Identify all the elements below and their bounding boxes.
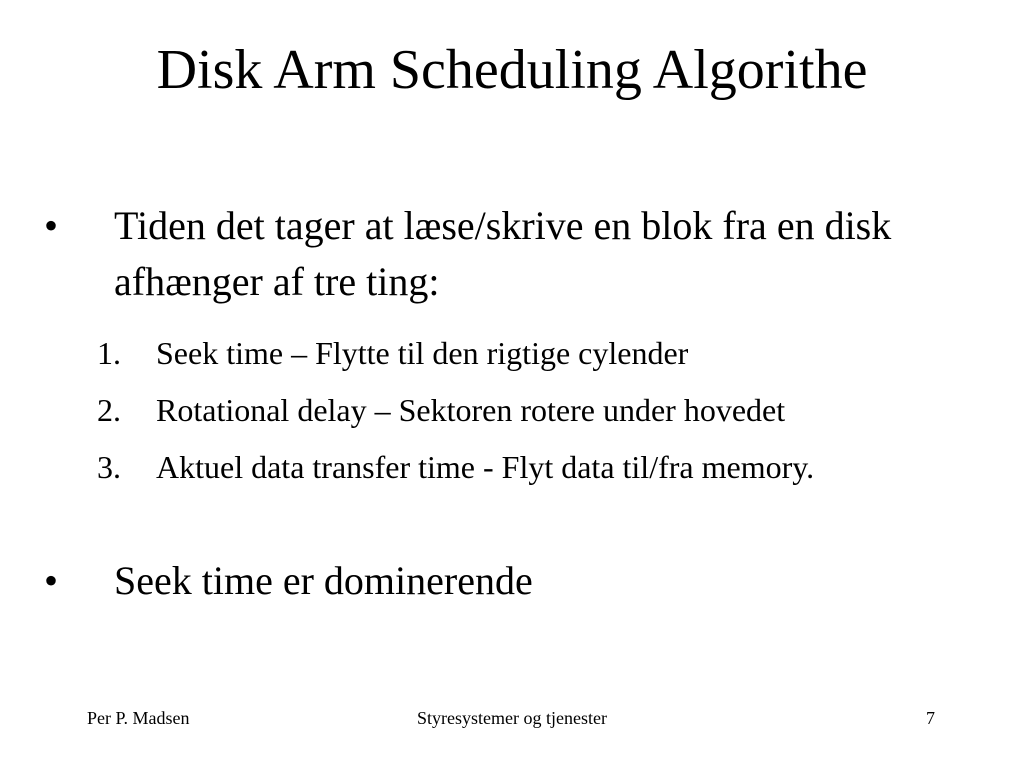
numbered-text: Aktuel data transfer time - Flyt data til/fra memory. [156, 449, 815, 485]
footer-page-number: 7 [926, 708, 935, 728]
bullet-marker: • [44, 558, 59, 603]
bullet-text: Seek time er dominerende [114, 558, 533, 603]
numbered-marker: 1. [97, 335, 121, 371]
numbered-marker: 2. [97, 392, 121, 428]
bullet-text: Tiden det tager at læse/skrive en blok fra en disk afhænger af tre ting: [114, 203, 892, 304]
numbered-text: Seek time – Flytte til den rigtige cylender [156, 335, 689, 371]
slide-title: Disk Arm Scheduling Algorithe [156, 39, 868, 101]
footer-course: Styresystemer og tjenester [417, 708, 607, 728]
numbered-marker: 3. [97, 449, 121, 485]
footer-author: Per P. Madsen [87, 708, 190, 728]
bullet-marker: • [44, 203, 59, 248]
numbered-text: Rotational delay – Sektoren rotere under hovedet [156, 392, 786, 428]
